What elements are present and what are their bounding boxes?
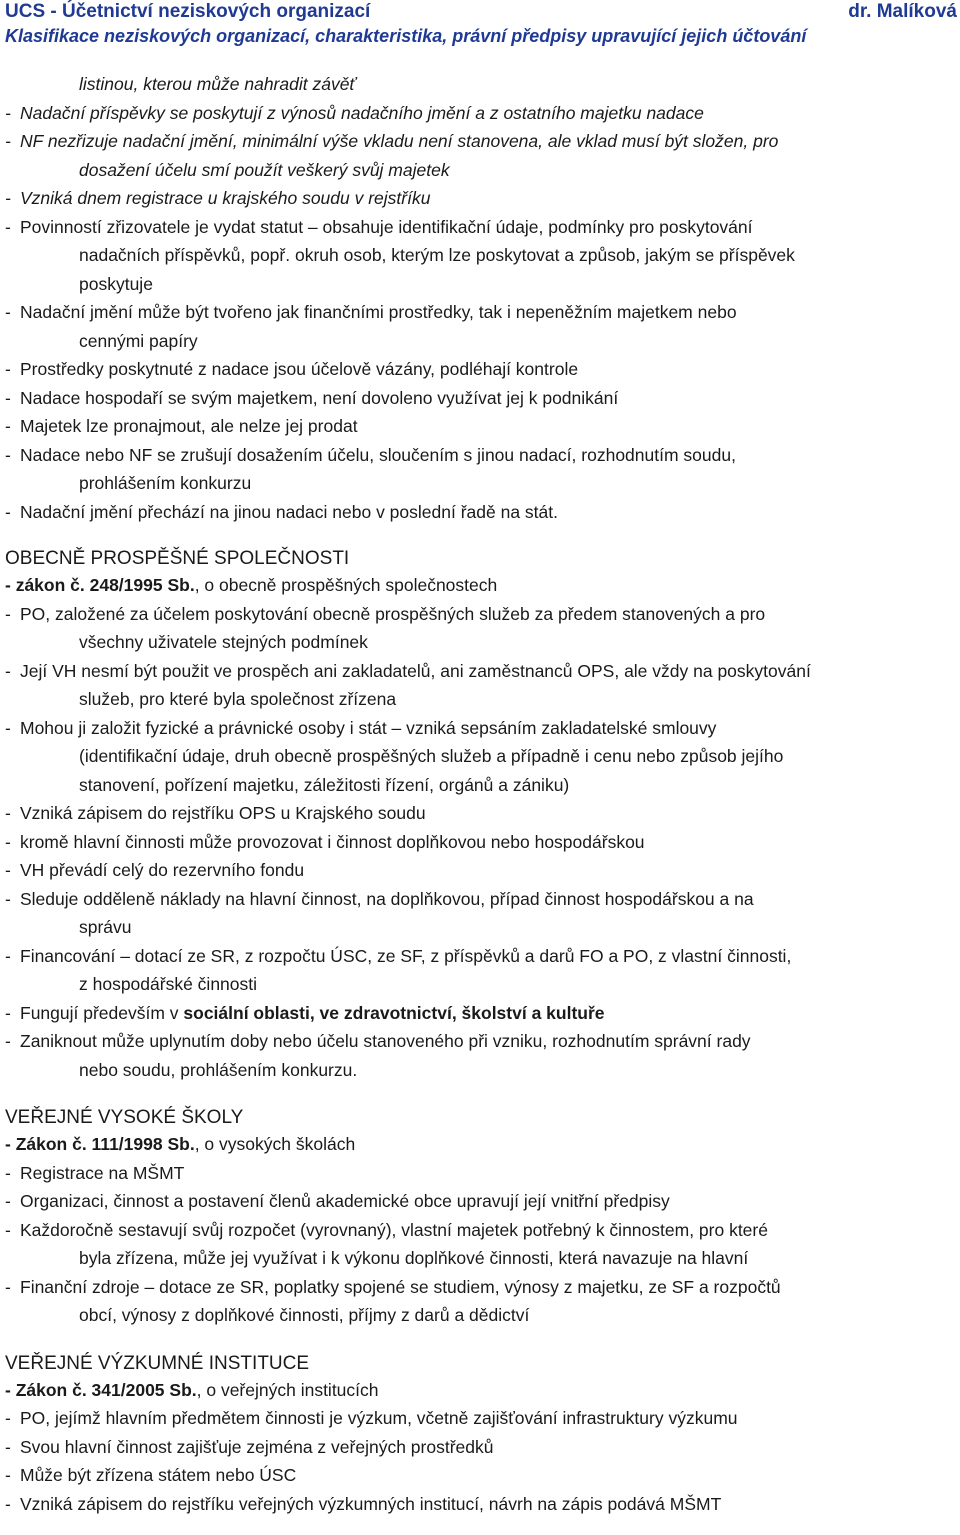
list-item xyxy=(5,999,957,1028)
item-text: Sleduje odděleně náklady na hlavní činnost, na doplňkovou, případ činnost hospodářskou a na xyxy=(20,888,754,909)
item-text-continuation: prohlášením konkurzu xyxy=(79,473,252,493)
dash-marker: - xyxy=(5,216,11,237)
list-item xyxy=(5,1490,957,1519)
nadace-list xyxy=(5,99,957,527)
item-text-bold: sociální oblasti, ve zdravotnictví, školství a kultuře xyxy=(183,1002,605,1023)
item-text: Nadace hospodaří se svým majetkem, není dovoleno využívat jej k podnikání xyxy=(20,387,619,408)
list-item xyxy=(5,1273,957,1330)
dash-marker: - xyxy=(5,416,11,436)
dash-marker: - xyxy=(5,603,11,624)
vs-section xyxy=(5,1106,957,1330)
list-item xyxy=(5,441,957,498)
item-text-continuation: byla zřízena, může jej využívat i k výkonu doplňkové činnosti, která navazuje na hlavní xyxy=(79,1248,749,1268)
item-text: Majetek lze pronajmout, ale nelze jej prodat xyxy=(20,416,358,436)
list-item xyxy=(5,799,957,828)
document-title: UCS - Účetnictví neziskových organizací xyxy=(5,1,371,22)
list-item xyxy=(5,127,957,184)
nadace-section xyxy=(5,70,957,526)
item-text-continuation: obcí, výnosy z doplňkové činnosti, příjmy z darů a dědictví xyxy=(79,1305,530,1325)
item-text: Svou hlavní činnost zajišťuje zejména z veřejných prostředků xyxy=(20,1436,494,1457)
item-text: Mohou ji založit fyzické a právnické osoby i stát – vzniká sepsáním zakladatelské smlouvy xyxy=(20,717,717,738)
dash-marker: - xyxy=(5,1276,11,1297)
item-text: Nadační jmění přechází na jinou nadaci nebo v poslední řadě na stát. xyxy=(20,501,558,522)
list-item xyxy=(5,1187,957,1216)
document-body xyxy=(5,70,957,1518)
dash-marker: - xyxy=(5,1162,11,1183)
item-text: Registrace na MŠMT xyxy=(20,1162,185,1183)
law-number: - zákon č. 248/1995 Sb. xyxy=(5,575,195,595)
dash-marker: - xyxy=(5,717,11,738)
item-text: Každoročně sestavují svůj rozpočet (vyrovnaný), vlastní majetek potřebný k činnostem, pro které xyxy=(20,1219,768,1240)
item-text: Její VH nesmí být použit ve prospěch ani zakladatelů, ani zaměstnanců OPS, ale vždy na poskytování xyxy=(20,660,811,681)
section-title-vs: VEŘEJNÉ VYSOKÉ ŠKOLY xyxy=(5,1107,244,1128)
item-text: VH převádí celý do rezervního fondu xyxy=(20,860,305,880)
dash-marker: - xyxy=(5,501,11,522)
list-item xyxy=(5,184,957,213)
ops-section xyxy=(5,547,957,1084)
item-text-continuation: dosažení účelu smí použít veškerý svůj majetek xyxy=(79,159,450,180)
list-item xyxy=(5,1216,957,1273)
law-reference-vs xyxy=(5,1130,957,1159)
ops-last-item xyxy=(5,1027,957,1084)
item-text: PO, založené za účelem poskytování obecně prospěšných služeb za předem stanovených a pro xyxy=(20,603,766,624)
item-text-continuation: všechny uživatele stejných podmínek xyxy=(79,632,368,652)
dash-marker: - xyxy=(5,831,11,852)
item-text: Vzniká zápisem do rejstříku OPS u Krajského soudu xyxy=(20,803,426,823)
list-item xyxy=(5,657,957,714)
dash-marker: - xyxy=(5,102,11,123)
item-text-continuation: správu xyxy=(79,917,132,937)
list-item xyxy=(5,1027,957,1084)
continuation-line: listinou, kterou může nahradit závěť xyxy=(79,74,356,94)
dash-marker: - xyxy=(5,660,11,681)
dash-marker: - xyxy=(5,1031,11,1051)
item-text: Nadační jmění může být tvořeno jak finančními prostředky, tak i nepeněžním majetkem nebo xyxy=(20,302,737,322)
dash-marker: - xyxy=(5,803,11,823)
item-text: Zaniknout může uplynutím doby nebo účelu stanoveného při vzniku, rozhodnutím správní rady xyxy=(20,1031,751,1051)
item-text: Vzniká dnem registrace u krajského soudu v rejstříku xyxy=(20,188,431,208)
list-item xyxy=(5,885,957,942)
dash-marker: - xyxy=(5,359,11,379)
list-item xyxy=(5,213,957,299)
item-text: Nadační příspěvky se poskytují z výnosů nadačního jmění a z ostatního majetku nadace xyxy=(20,102,704,123)
item-text-continuation: z hospodářské činnosti xyxy=(79,974,258,994)
dash-marker: - xyxy=(5,888,11,909)
list-item xyxy=(5,828,957,857)
dash-marker: - xyxy=(5,1493,11,1514)
list-item xyxy=(5,298,957,355)
section-title-ops: OBECNĚ PROSPĚŠNÉ SPOLEČNOSTI xyxy=(5,548,350,569)
item-text: Nadace nebo NF se zrušují dosažením účelu, sloučením s jinou nadací, rozhodnutím soudu, xyxy=(20,444,736,465)
dash-marker: - xyxy=(5,1219,11,1240)
vvi-section xyxy=(5,1352,957,1519)
dash-marker: - xyxy=(5,860,11,880)
law-name: , o veřejných institucích xyxy=(196,1379,379,1400)
item-text: Financování – dotací ze SR, z rozpočtu ÚSC, ze SF, z příspěvků a darů FO a PO, z vlastní činnosti, xyxy=(20,945,792,966)
section-title-vvi: VEŘEJNÉ VÝZKUMNÉ INSTITUCE xyxy=(5,1352,310,1374)
list-item xyxy=(5,99,957,128)
list-item xyxy=(5,355,957,384)
dash-marker: - xyxy=(5,1465,11,1485)
dash-marker: - xyxy=(5,302,11,322)
list-item xyxy=(5,384,957,413)
item-text-continuation: nebo soudu, prohlášením konkurzu. xyxy=(79,1059,358,1080)
item-text: Prostředky poskytnuté z nadace jsou účelově vázány, podléhají kontrole xyxy=(20,359,579,379)
vvi-list xyxy=(5,1404,957,1518)
author-name: dr. Malíková xyxy=(848,1,957,22)
item-text: kromě hlavní činnosti může provozovat i činnost doplňkovou nebo hospodářskou xyxy=(20,831,645,852)
item-text: Povinností zřizovatele je vydat statut – obsahuje identifikační údaje, podmínky pro poskytování xyxy=(20,216,753,237)
document-subtitle: Klasifikace neziskových organizací, charakteristika, právní předpisy upravující jejich účtování xyxy=(5,26,807,46)
law-reference-ops xyxy=(5,571,957,600)
item-text: Může být zřízena státem nebo ÚSC xyxy=(20,1465,297,1485)
list-item xyxy=(5,1433,957,1462)
item-text-continuation: poskytuje xyxy=(79,273,153,294)
dash-marker: - xyxy=(5,188,11,208)
law-name: , o obecně prospěšných společnostech xyxy=(194,575,498,595)
item-text-continuation: (identifikační údaje, druh obecně prospěšných služeb a případně i cenu nebo způsob jejího xyxy=(79,746,784,766)
item-text: Vzniká zápisem do rejstříku veřejných výzkumných institucí, návrh na zápis podává MŠMT xyxy=(20,1493,722,1514)
item-text-continuation: stanovení, pořízení majetku, záležitosti řízení, orgánů a zániku) xyxy=(79,774,570,795)
list-item xyxy=(5,412,957,441)
item-text: Fungují především v xyxy=(20,1002,184,1023)
list-item xyxy=(5,600,957,657)
list-item xyxy=(5,942,957,999)
dash-marker: - xyxy=(5,1191,11,1211)
list-item xyxy=(5,856,957,885)
dash-marker: - xyxy=(5,1436,11,1457)
vs-list xyxy=(5,1159,957,1330)
law-name: , o vysokých školách xyxy=(194,1134,356,1154)
dash-marker: - xyxy=(5,444,11,465)
ops-list xyxy=(5,600,957,999)
list-item xyxy=(5,1404,957,1433)
item-text-continuation: nadačních příspěvků, popř. okruh osob, kterým lze poskytovat a způsob, jakým se příspěvek xyxy=(79,245,795,265)
law-reference-vvi xyxy=(5,1376,957,1405)
item-text-continuation: služeb, pro které byla společnost zřízena xyxy=(79,689,397,709)
dash-marker: - xyxy=(5,945,11,966)
list-item xyxy=(5,1461,957,1490)
list-item xyxy=(5,498,957,527)
dash-marker: - xyxy=(5,1408,11,1428)
law-number: - Zákon č. 111/1998 Sb. xyxy=(5,1134,195,1154)
dash-marker: - xyxy=(5,131,11,151)
item-text: Finanční zdroje – dotace ze SR, poplatky spojené se studiem, výnosy z majetku, ze SF a rozpočtů xyxy=(20,1276,781,1297)
dash-marker: - xyxy=(5,1002,11,1023)
item-text: PO, jejímž hlavním předmětem činnosti je výzkum, včetně zajišťování infrastruktury výzkumu xyxy=(20,1408,738,1428)
dash-marker: - xyxy=(5,387,11,408)
item-text-continuation: cennými papíry xyxy=(79,330,198,351)
list-item xyxy=(5,714,957,800)
law-number: - Zákon č. 341/2005 Sb. xyxy=(5,1379,197,1400)
page-header xyxy=(5,0,957,48)
item-text: Organizaci, činnost a postavení členů akademické obce upravují její vnitřní předpisy xyxy=(20,1191,670,1211)
item-text: NF nezřizuje nadační jmění, minimální výše vkladu není stanovena, ale vklad musí být složen, pro xyxy=(20,131,779,151)
list-item xyxy=(5,1159,957,1188)
